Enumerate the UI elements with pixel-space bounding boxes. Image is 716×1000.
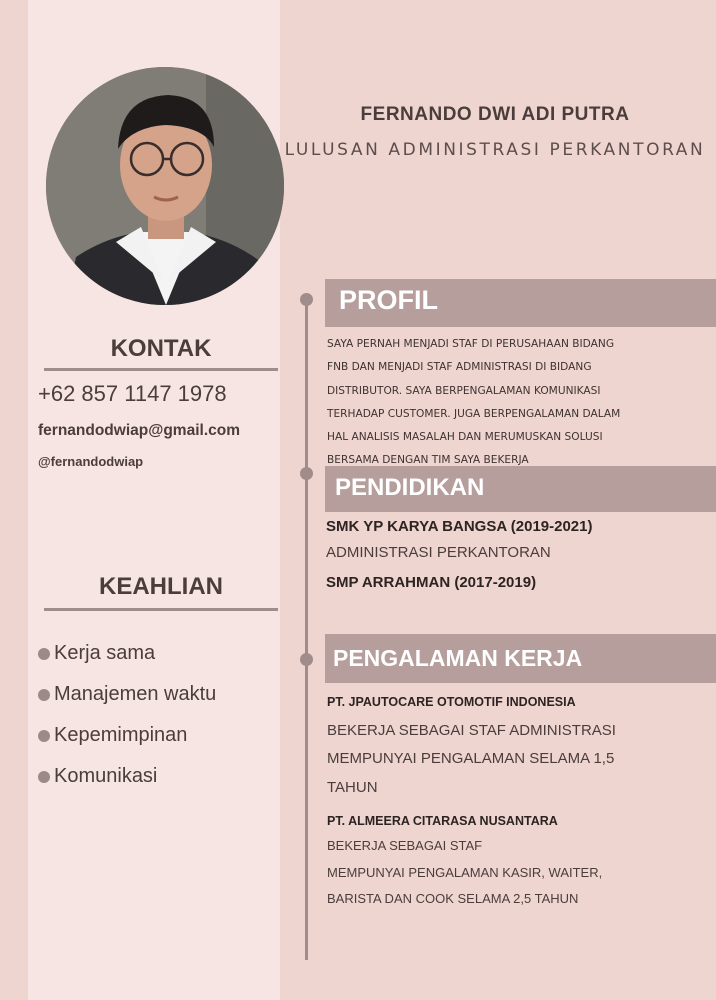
job-description: BEKERJA SEBAGAI STAF ADMINISTRASI (327, 722, 616, 739)
email-address: fernandodwiap@gmail.com (38, 422, 240, 439)
bullet-icon (38, 771, 50, 783)
job-description: BARISTA DAN COOK SELAMA 2,5 TAHUN (327, 891, 579, 906)
job-title: LULUSAN ADMINISTRASI PERKANTORAN (284, 140, 706, 160)
skill-item: Manajemen waktu (38, 674, 216, 715)
company-name: PT. JPAUTOCARE OTOMOTIF INDONESIA (327, 695, 576, 709)
timeline-line (305, 298, 308, 960)
skills-divider (44, 608, 278, 611)
experience-heading: PENGALAMAN KERJA (325, 634, 716, 683)
job-description: MEMPUNYAI PENGALAMAN SELAMA 1,5 (327, 750, 615, 767)
profile-summary: SAYA PERNAH MENJADI STAF DI PERUSAHAAN BIDANG FNB DAN MENJADI STAF ADMINISTRASI DI BIDANG DISTRIBUTOR. SAYA BERPENGALAMAN KOMUNIKASI TERHADAP CUSTOMER. JUGA BERPENGALAMAN DALAM HAL ANALISIS MASALAH DAN MERUMUSKAN SOLUSI BERSAMA DENGAN TIM SAYA BEKERJA (327, 338, 621, 467)
bullet-icon (38, 648, 50, 660)
skill-item: Komunikasi (38, 756, 216, 797)
phone-number: +62 857 1147 1978 (38, 381, 227, 406)
timeline-dot (300, 293, 313, 306)
contact-divider (44, 368, 278, 371)
skill-item: Kepemimpinan (38, 715, 216, 756)
education-major: ADMINISTRASI PERKANTORAN (326, 544, 551, 561)
timeline-dot (300, 467, 313, 480)
profile-photo (46, 67, 284, 305)
contact-heading: KONTAK (110, 335, 212, 362)
bullet-icon (38, 730, 50, 742)
job-description: TAHUN (327, 779, 378, 796)
job-description: MEMPUNYAI PENGALAMAN KASIR, WAITER, (327, 865, 603, 880)
profile-heading: PROFIL (325, 279, 716, 327)
skills-heading: KEAHLIAN (99, 573, 223, 600)
education-school: SMK YP KARYA BANGSA (2019-2021) (326, 518, 593, 535)
bullet-icon (38, 689, 50, 701)
timeline-dot (300, 653, 313, 666)
education-school: SMP ARRAHMAN (2017-2019) (326, 574, 537, 591)
education-heading: PENDIDIKAN (325, 466, 716, 512)
skill-item: Kerja sama (38, 633, 216, 674)
social-handle: @fernandodwiap (38, 454, 144, 469)
skills-list (38, 633, 216, 797)
full-name: FERNANDO DWI ADI PUTRA (360, 104, 630, 125)
job-description: BEKERJA SEBAGAI STAF (327, 838, 483, 853)
company-name: PT. ALMEERA CITARASA NUSANTARA (327, 814, 558, 828)
